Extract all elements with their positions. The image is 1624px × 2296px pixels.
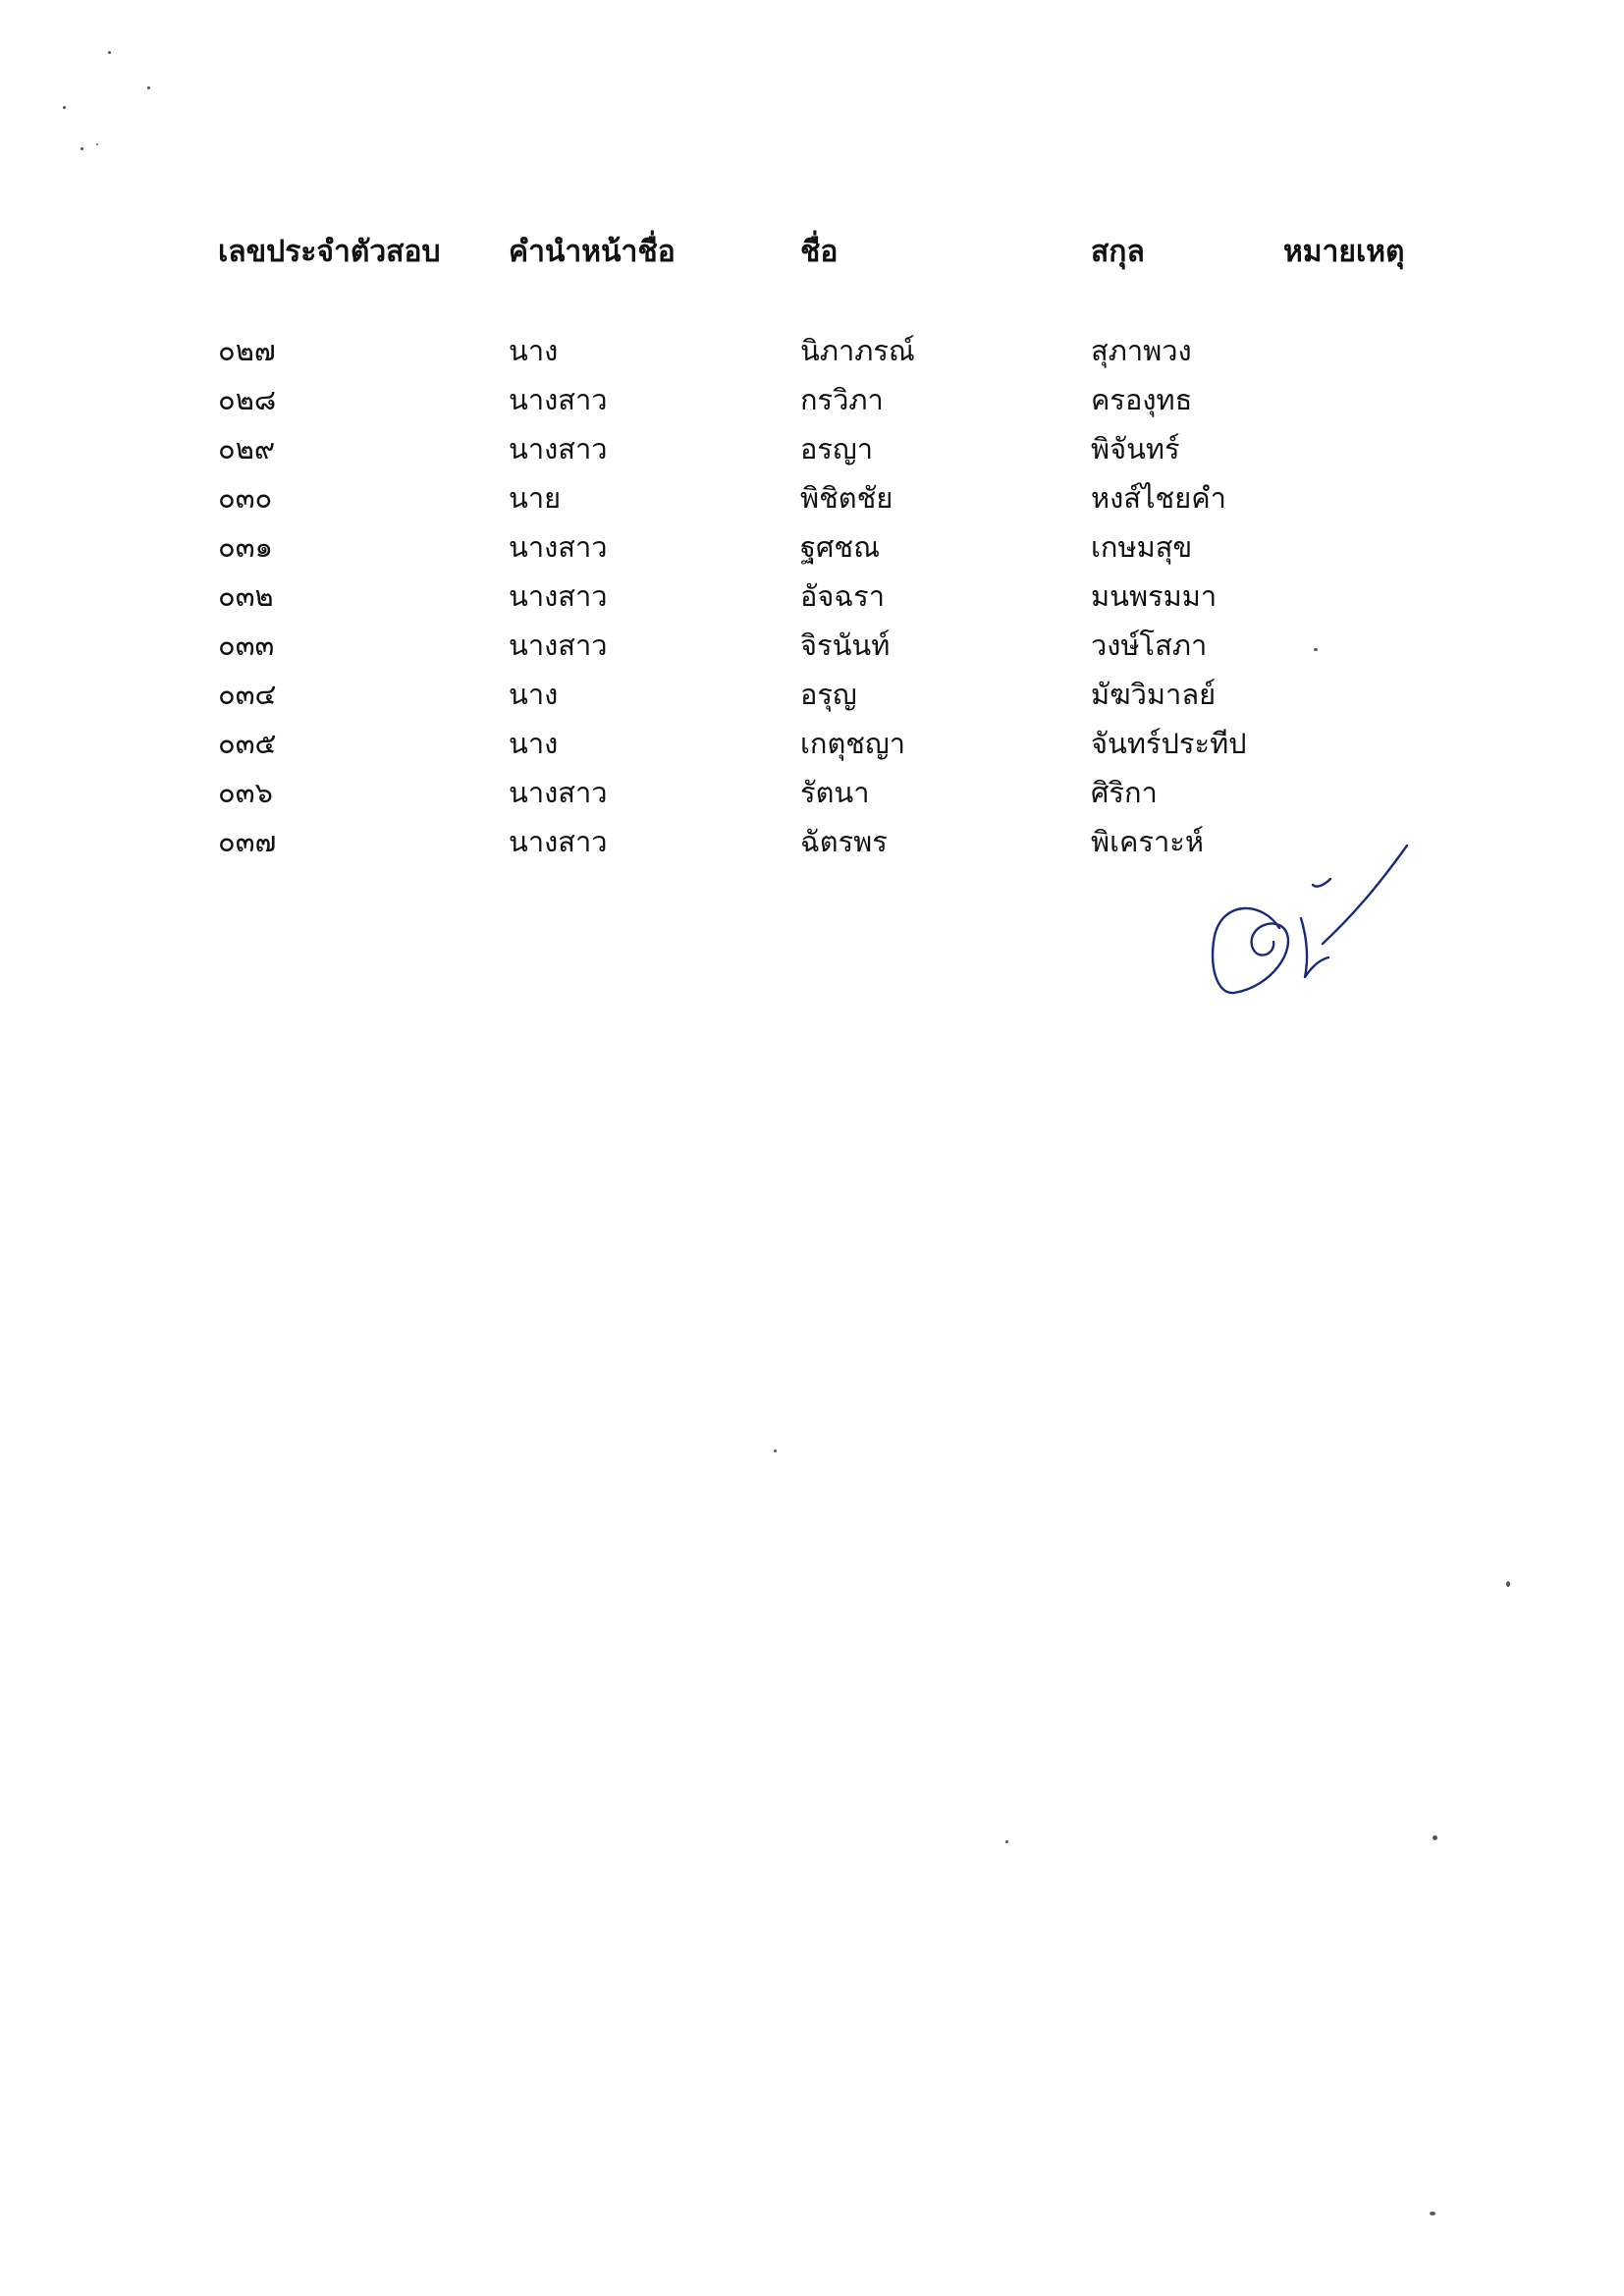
table-row: [218, 522, 1435, 572]
cell-title: นางสาว: [509, 579, 608, 613]
cell-exam-id: ๐๓๑: [218, 530, 273, 564]
cell-title: นาง: [509, 678, 559, 711]
scan-speck: [108, 51, 111, 54]
table-row: [218, 326, 1435, 375]
cell-title: นางสาว: [509, 383, 608, 416]
cell-first-name: พิชิตชัย: [800, 481, 893, 515]
cell-last-name: ครองุทธ: [1091, 383, 1193, 416]
cell-last-name: พิเคราะห์: [1091, 825, 1204, 858]
cell-last-name: จันทร์ประทีป: [1091, 727, 1247, 760]
cell-last-name: สุภาพวง: [1091, 334, 1192, 367]
scan-speck: [63, 106, 66, 109]
cell-first-name: กรวิภา: [800, 383, 884, 416]
cell-last-name: หงส์ไชยคำ: [1091, 481, 1226, 515]
header-title: คำนำหน้าชื่อ: [509, 235, 676, 269]
table-row: [218, 768, 1435, 817]
cell-exam-id: ๐๒๘: [218, 383, 277, 416]
cell-last-name: มนพรมมา: [1091, 579, 1218, 613]
cell-exam-id: ๐๓๕: [218, 727, 277, 760]
header-exam-id: เลขประจำตัวสอบ: [218, 235, 441, 269]
table-row: [218, 670, 1435, 719]
cell-exam-id: ๐๓๖: [218, 776, 273, 809]
cell-first-name: เกตุชญา: [800, 727, 905, 760]
cell-first-name: อัจฉรา: [800, 579, 886, 613]
cell-title: นางสาว: [509, 629, 608, 662]
cell-first-name: นิภาภรณ์: [800, 334, 915, 367]
cell-exam-id: ๐๒๗: [218, 334, 276, 367]
table-row: [218, 621, 1435, 670]
table-row: [218, 572, 1435, 621]
cell-last-name: พิจันทร์: [1091, 432, 1180, 465]
header-first-name: ชื่อ: [800, 235, 839, 269]
handwritten-signature: [1203, 840, 1409, 1002]
cell-exam-id: ๐๓๓: [218, 629, 275, 662]
cell-title: นาง: [509, 727, 559, 760]
cell-last-name: วงษ์โสภา: [1091, 629, 1208, 662]
cell-first-name: ฉัตรพร: [800, 825, 888, 858]
scan-speck: [147, 86, 150, 89]
cell-last-name: ศิริกา: [1091, 776, 1158, 809]
scan-speck: [1506, 1581, 1510, 1587]
scan-speck: [81, 147, 83, 150]
cell-title: นาง: [509, 334, 559, 367]
table-row: [218, 424, 1435, 473]
cell-first-name: รัตนา: [800, 776, 870, 809]
table-row: [218, 375, 1435, 424]
scan-speck: [774, 1449, 777, 1452]
cell-title: นางสาว: [509, 432, 608, 465]
cell-exam-id: ๐๒๙: [218, 432, 276, 465]
cell-first-name: อรุญ: [800, 678, 857, 711]
header-last-name: สกุล: [1091, 235, 1145, 269]
table-row: [218, 719, 1435, 768]
header-remark: หมายเหตุ: [1283, 235, 1405, 269]
cell-exam-id: ๐๓๔: [218, 678, 277, 711]
scan-speck: [1433, 1835, 1437, 1840]
scan-speck: [1005, 1840, 1008, 1843]
cell-first-name: ฐศชณ: [800, 530, 880, 564]
cell-title: นางสาว: [509, 825, 608, 858]
cell-exam-id: ๐๓๐: [218, 481, 273, 515]
table-header: [218, 228, 1435, 326]
scan-speck: [1430, 2212, 1435, 2215]
cell-title: นางสาว: [509, 776, 608, 809]
cell-title: นาย: [509, 481, 562, 515]
scan-speck: [1314, 648, 1318, 651]
cell-last-name: มัฆวิมาลย์: [1091, 678, 1217, 711]
cell-exam-id: ๐๓๗: [218, 825, 277, 858]
cell-exam-id: ๐๓๒: [218, 579, 274, 613]
table-row: [218, 473, 1435, 522]
candidate-table: [218, 228, 1435, 866]
cell-first-name: จิรนันท์: [800, 629, 891, 662]
cell-last-name: เกษมสุข: [1091, 530, 1193, 564]
cell-first-name: อรญา: [800, 432, 873, 465]
cell-title: นางสาว: [509, 530, 608, 564]
scan-speck: [96, 143, 98, 145]
